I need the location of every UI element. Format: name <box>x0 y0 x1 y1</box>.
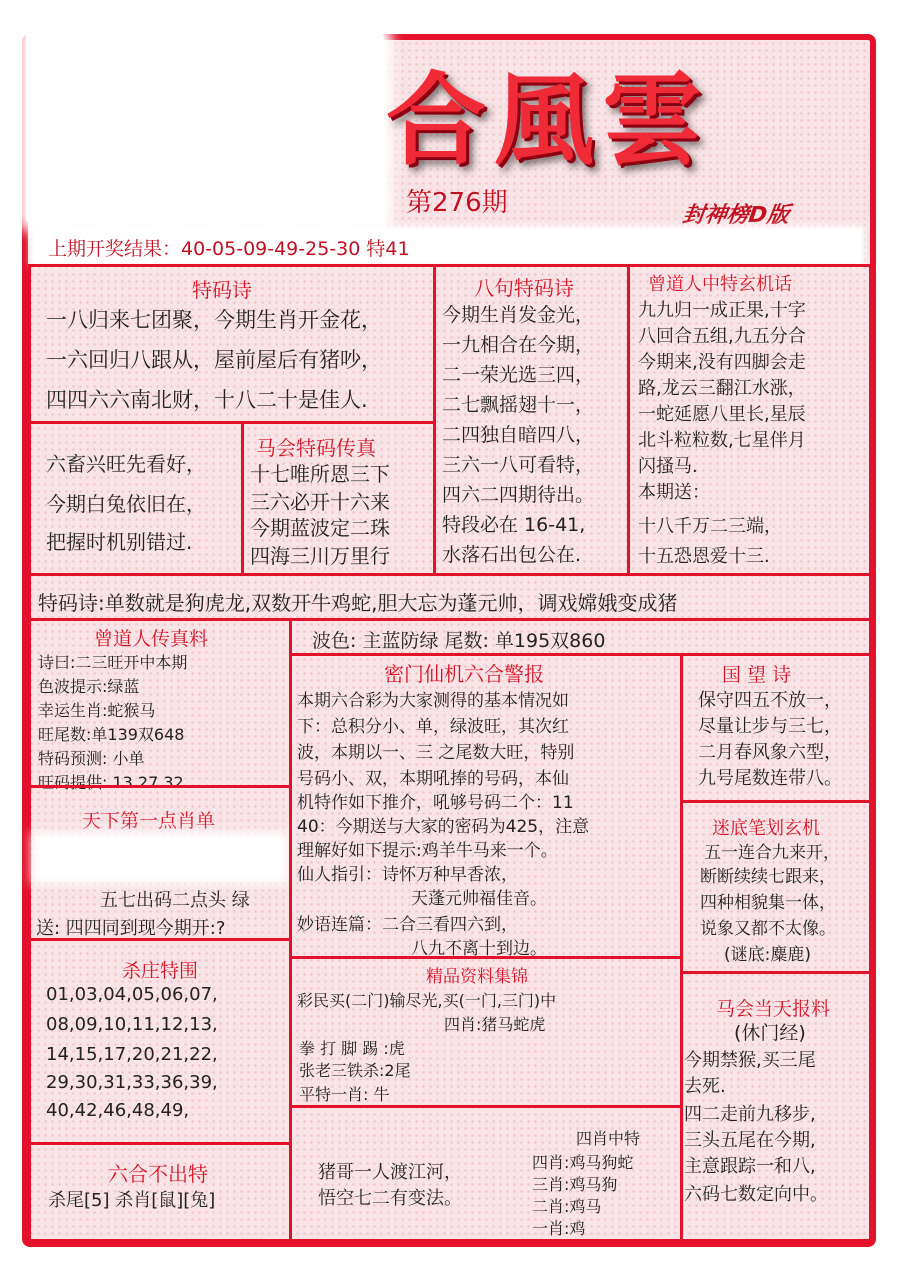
secret-report-line: 仙人指引：诗怀万种早香浓， <box>297 865 518 885</box>
four-animals-line: 一肖:鸡 <box>532 1219 586 1238</box>
edition-label: 封神榜D版 <box>680 203 791 228</box>
nation-poem-title: 国 望 诗 <box>722 664 792 686</box>
kill-special-line: 01,03,04,05,06,07, <box>46 984 218 1005</box>
issue-number: 第276期 <box>406 188 508 218</box>
horse-fax-line: 今期蓝波定二珠 <box>250 516 390 540</box>
nation-poem-line: 九号尾数连带八。 <box>698 768 842 789</box>
first-point-line: 五七出码二点头 绿 <box>100 890 250 911</box>
poem-special-line: 一八归来七团聚，今期生肖开金花， <box>46 308 382 332</box>
horse-fax-title: 马会特码传真 <box>256 436 376 460</box>
zeng-fax-line: 旺码提供: 13 27 32 <box>38 773 184 792</box>
four-animals-line: 四肖:鸡马狗蛇 <box>532 1153 634 1172</box>
riddle-line: 五一连合九来开， <box>704 843 840 863</box>
poem-special-line: 一六回归八跟从，屋前屋后有猪吵， <box>46 348 382 372</box>
nation-poem-line: 保守四五不放一， <box>698 690 842 711</box>
nation-poem-line: 尽量让步与三七， <box>698 716 842 737</box>
secret-report-line: 天蓬元帅福佳音。 <box>411 889 547 909</box>
zeng-talk-line: 路,龙云三翻江水涨， <box>638 378 806 399</box>
zeng-fax-line: 幸运生肖:蛇猴马 <box>38 701 156 720</box>
horse-report-line: 六码七数定向中。 <box>684 1184 828 1205</box>
blurred-logo-area <box>26 32 384 224</box>
secret-report-line: 40：今期送与大家的密码为425，注意 <box>297 817 590 837</box>
poem-special-line: 四四六六南北财，十八二十是佳人. <box>46 388 368 412</box>
first-point-title: 天下第一点肖单 <box>82 810 216 832</box>
horse-fax-line: 三六必开十六来 <box>250 490 390 514</box>
four-animals-line: 二肖:鸡马 <box>532 1197 602 1216</box>
collection-title: 精品资料集锦 <box>426 967 528 987</box>
zeng-talk-title: 曾道人中特玄机话 <box>648 274 792 295</box>
eight-lines-line: 三六一八可看特， <box>442 454 595 476</box>
collection-line: 张老三铁杀:2尾 <box>299 1061 411 1080</box>
zeng-fax-line: 特码预测: 小单 <box>38 749 145 768</box>
kill-special-line: 08,09,10,11,12,13, <box>46 1014 218 1035</box>
eight-lines-title: 八句特码诗 <box>474 276 574 300</box>
zeng-talk-line: 本期送： <box>638 482 710 503</box>
secret-report-line: 八九不离十到边。 <box>411 939 547 959</box>
kill-special-line: 40,42,46,48,49, <box>46 1100 190 1121</box>
collection-line: 彩民买(二门)输尽光,买(一门,三门)中 <box>297 991 557 1010</box>
four-animals-line: 三肖:鸡马狗 <box>532 1175 618 1194</box>
nation-poem-line: 二月春风象六型， <box>698 742 842 763</box>
zeng-fax-title: 曾道人传真料 <box>94 628 209 650</box>
horse-report-line: 去死. <box>684 1076 726 1097</box>
wave-tail: 波色: 主蓝防绿 尾数: 单195双860 <box>312 630 606 652</box>
zeng-fax-line: 旺尾数:单139双648 <box>38 725 185 744</box>
eight-lines-line: 一九相合在今期， <box>442 334 595 356</box>
zeng-talk-line: 北斗粒粒数,七星伴月 <box>638 430 806 451</box>
eight-lines-line: 特段必在 16-41, <box>442 514 586 536</box>
eight-lines-line: 水落石出包公在. <box>442 544 582 566</box>
collection-line: 四肖:猪马蛇虎 <box>444 1015 546 1034</box>
poem-special-title: 特码诗 <box>192 278 252 302</box>
horse-report-subtitle: (休门经) <box>734 1022 806 1044</box>
zeng-talk-line: 八回合五组,九五分合 <box>638 326 806 347</box>
secret-report-title: 密门仙机六合警报 <box>384 662 544 686</box>
zeng-fax-line: 色波提示:绿蓝 <box>38 677 140 696</box>
six-animals-line: 六畜兴旺先看好， <box>46 452 206 476</box>
last-result: 上期开奖结果：40-05-09-49-25-30 特41 <box>48 238 410 260</box>
horse-report-line: 主意跟踪一和八, <box>684 1156 816 1177</box>
secret-report-line: 下：总积分小、单，绿波旺，其次红 <box>297 717 569 737</box>
riddle-line: 四种相貌集一体， <box>700 893 836 913</box>
riddle-answer: (谜底:麋鹿) <box>724 945 811 965</box>
horse-report-title: 马会当天报料 <box>716 998 831 1020</box>
eight-lines-line: 二一荣光选三四， <box>442 364 595 386</box>
kill-special-title: 杀庄特围 <box>122 960 199 982</box>
pig-brother-line: 猪哥一人渡江河， <box>318 1162 462 1183</box>
kill-special-line: 14,15,17,20,21,22, <box>46 1044 218 1065</box>
zeng-talk-line: 一蛇延愿八里长,星辰 <box>638 404 806 425</box>
collection-line: 平特一肖: 牛 <box>299 1085 390 1104</box>
secret-report-line: 妙语连篇：二合三看四六到， <box>297 915 518 935</box>
secret-report-line: 理解好如下提示:鸡羊牛马来一个。 <box>297 841 558 861</box>
six-animals-line: 今期白兔依旧在， <box>46 492 206 516</box>
no-show-line: 杀尾[5] 杀肖[鼠][兔] <box>48 1190 216 1211</box>
eight-lines-line: 今期生肖发金光， <box>442 304 595 326</box>
secret-report-line: 本期六合彩为大家测得的基本情况如 <box>297 691 569 711</box>
pig-brother-line: 悟空七二有变法。 <box>318 1188 462 1209</box>
secret-report-line: 机特作如下推介，吼够号码二个：11 <box>297 793 574 813</box>
horse-report-line: 四二走前九移步, <box>684 1104 816 1125</box>
zeng-fax-line: 诗曰:二三旺开中本期 <box>38 653 188 672</box>
kill-special-line: 29,30,31,33,36,39, <box>46 1072 218 1093</box>
horse-report-line: 三头五尾在今期, <box>684 1130 816 1151</box>
horse-fax-line: 四海三川万里行 <box>250 544 390 568</box>
collection-line: 拳 打 脚 踢 :虎 <box>299 1039 405 1058</box>
riddle-title: 迷底笔划玄机 <box>712 818 820 839</box>
secret-report-line: 号码小、双，本期吼捧的号码，本仙 <box>297 769 569 789</box>
riddle-line: 说象又都不太像。 <box>700 919 836 939</box>
zeng-talk-line: 今期来,没有四脚会走 <box>638 352 806 373</box>
banner-poem: 特码诗:单数就是狗虎龙,双数开牛鸡蛇,胆大忘为蓬元帅，调戏嫦娥变成猪 <box>38 591 678 615</box>
blurred-area <box>40 840 280 876</box>
four-animals-title: 四肖中特 <box>576 1129 641 1148</box>
eight-lines-line: 二七飘摇翅十一， <box>442 394 595 416</box>
first-point-line: 送: 四四同到现今期开:? <box>36 918 226 939</box>
masthead-title: 合風雲 <box>386 61 710 179</box>
horse-report-line: 今期禁猴,买三尾 <box>684 1050 816 1071</box>
no-show-title: 六合不出特 <box>108 1162 208 1186</box>
eight-lines-line: 四六二四期待出。 <box>442 484 595 506</box>
eight-lines-line: 二四独自暗四八， <box>442 424 595 446</box>
horse-fax-line: 十七唯所恩三下 <box>250 462 390 486</box>
zeng-talk-line: 十五恐恩爱十三. <box>638 546 770 567</box>
riddle-line: 断断续续七跟来， <box>700 867 836 887</box>
zeng-talk-line: 闪搔马. <box>638 456 698 477</box>
six-animals-line: 把握时机别错过. <box>46 530 193 554</box>
zeng-talk-line: 十八千万二三端， <box>638 516 782 537</box>
zeng-talk-line: 九九归一成正果,十字 <box>638 300 806 321</box>
secret-report-line: 波，本期以一、三 之尾数大旺，特别 <box>297 743 575 763</box>
